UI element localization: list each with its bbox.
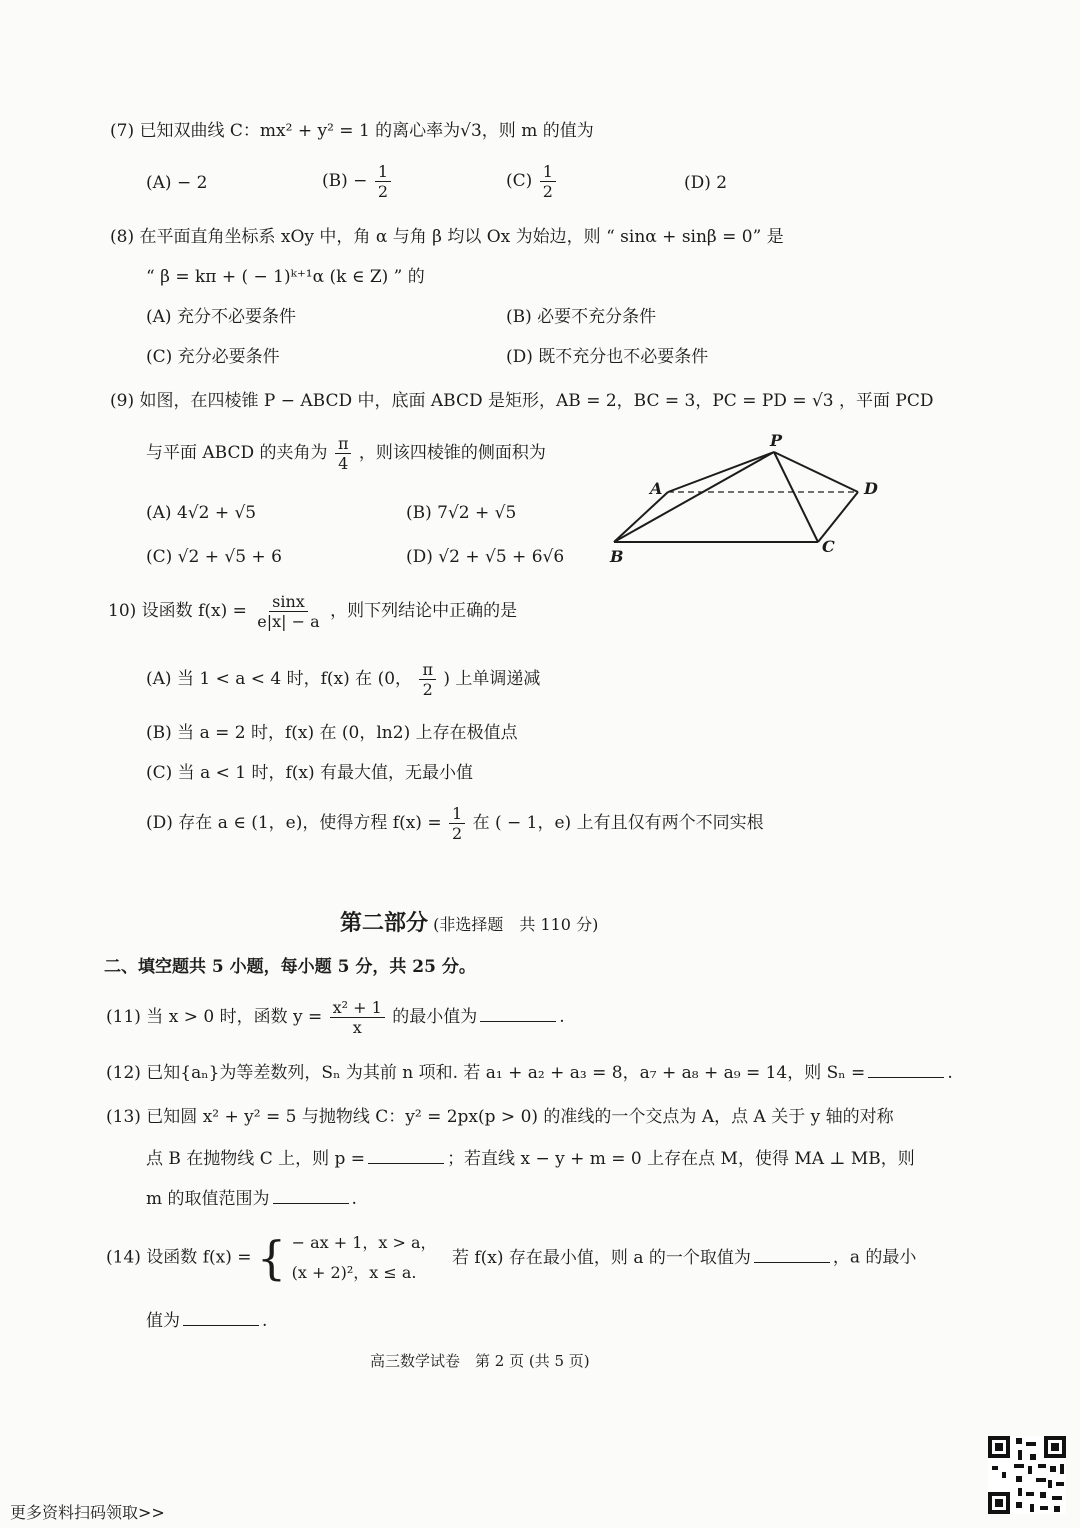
q10-option-a: (A) 当 1 < a < 4 时，f(x) 在 (0， $\frac{\pi}{2}$ ) 上单调递减 [146,660,541,699]
qr-code[interactable] [988,1436,1066,1514]
pyramid-figure [600,428,900,570]
q7-option-d: (D) 2 [684,173,728,193]
q9-stem-line2: 与平面 ABCD 的夹角为 $\frac{\pi}{4}$ ，则该四棱锥的侧面积为 [146,434,546,473]
q7-option-a: (A) − 2 [146,173,208,193]
section2-heading: 二、填空题共 5 小题，每小题 5 分，共 25 分。 [104,957,476,977]
q12-answer-blank [868,1063,944,1078]
part2-heading [340,906,598,937]
q7-option-b: (B) − $\frac{1}{2}$ [322,162,393,201]
q14-case1: − ax + 1，x > a， [291,1233,437,1252]
edge-pd [774,452,858,492]
q14: (14) 设函数 f(x) = { − ax + 1，x > a， (x + 2)²，x ≤ a. 若 f(x) 存在最小值，则 a 的一个取值为 ，a 的最小 [106,1228,916,1288]
edge-pb [614,452,774,542]
q12: (12) 已知{aₙ}为等差数列，Sₙ 为其前 n 项和. 若 a₁ + a₂ + a₃ = 8，a₇ + a₈ + a₉ = 14，则 Sₙ = . [106,1063,953,1083]
q13-line2: 点 B 在抛物线 C 上，则 p = ；若直线 x − y + m = 0 上存在点 M，使得 MA ⊥ MB，则 [146,1149,915,1169]
q13-line3: m 的取值范围为 . [146,1189,357,1209]
q9-option-a: (A) 4√2 + √5 [146,503,257,523]
q8-stem-line1: (8) 在平面直角坐标系 xOy 中，角 α 与角 β 均以 Ox 为始边，则 “ sinα + sinβ = 0” 是 [110,227,784,247]
part2-title: 第二部分 [340,910,429,936]
q9-option-d: (D) √2 + √5 + 6√6 [406,547,565,567]
q10-stem: 10) 设函数 f(x) = $\frac{\sin x}{e|x| - a}$ ，则下列结论中正确的是 [108,592,518,631]
q13-answer-blank-p [368,1149,444,1164]
q9-stem-line1: (9) 如图，在四棱锥 P − ABCD 中，底面 ABCD 是矩形，AB = 2，BC = 3，PC = PD = √3 ，平面 PCD [110,391,934,411]
q8-option-b: (B) 必要不充分条件 [506,307,657,327]
q8-option-d: (D) 既不充分也不必要条件 [506,347,709,367]
q14-answer-blank-a [754,1248,830,1263]
q10-option-b: (B) 当 a = 2 时，f(x) 在 (0，ln2) 上存在极值点 [146,723,518,743]
label-b: B [610,547,624,566]
edge-cd [818,492,858,542]
label-a: A [650,479,663,498]
q8-stem-line2: “ β = kπ + ( − 1)ᵏ⁺¹α (k ∈ Z) ” 的 [146,267,425,287]
q10-option-c: (C) 当 a < 1 时，f(x) 有最大值，无最小值 [146,763,474,783]
edge-pc [774,452,818,542]
left-brace: { [256,1231,287,1285]
part2-subtitle: (非选择题 共 110 分) [433,915,599,934]
q14-case2: (x + 2)²，x ≤ a. [291,1263,417,1282]
q10-option-d: (D) 存在 a ∈ (1，e)，使得方程 f(x) = $\frac{1}{2}$ 在 ( − 1，e) 上有且仅有两个不同实根 [146,804,764,843]
q13-line1: (13) 已知圆 x² + y² = 5 与抛物线 C：y² = 2px(p > 0) 的准线的一个交点为 A，点 A 关于 y 轴的对称 [106,1107,894,1127]
label-p: P [770,431,783,450]
q8-option-a: (A) 充分不必要条件 [146,307,296,327]
page-footer: 高三数学试卷 第 2 页 (共 5 页) [370,1352,590,1370]
q8-option-c: (C) 充分必要条件 [146,347,280,367]
q7-option-c: (C) $\frac{1}{2}$ [506,162,558,201]
q14-line2: 值为 . [146,1311,268,1331]
label-d: D [864,479,878,498]
q14-answer-blank-min [183,1311,259,1326]
q13-answer-blank-m [273,1189,349,1204]
q9-option-b: (B) 7√2 + √5 [406,503,517,523]
q9-option-c: (C) √2 + √5 + 6 [146,547,282,567]
q7-stem: (7) 已知双曲线 C：mx² + y² = 1 的离心率为√3，则 m 的值为 [110,121,594,141]
q11: (11) 当 x > 0 时，函数 y = $\frac{\text{x² + 1}}{x}$ 的最小值为 . [106,998,565,1037]
label-c: C [822,537,835,556]
q11-answer-blank [480,1007,556,1022]
promo-text: 更多资料扫码领取>> [10,1503,165,1522]
edge-pa [668,452,774,492]
